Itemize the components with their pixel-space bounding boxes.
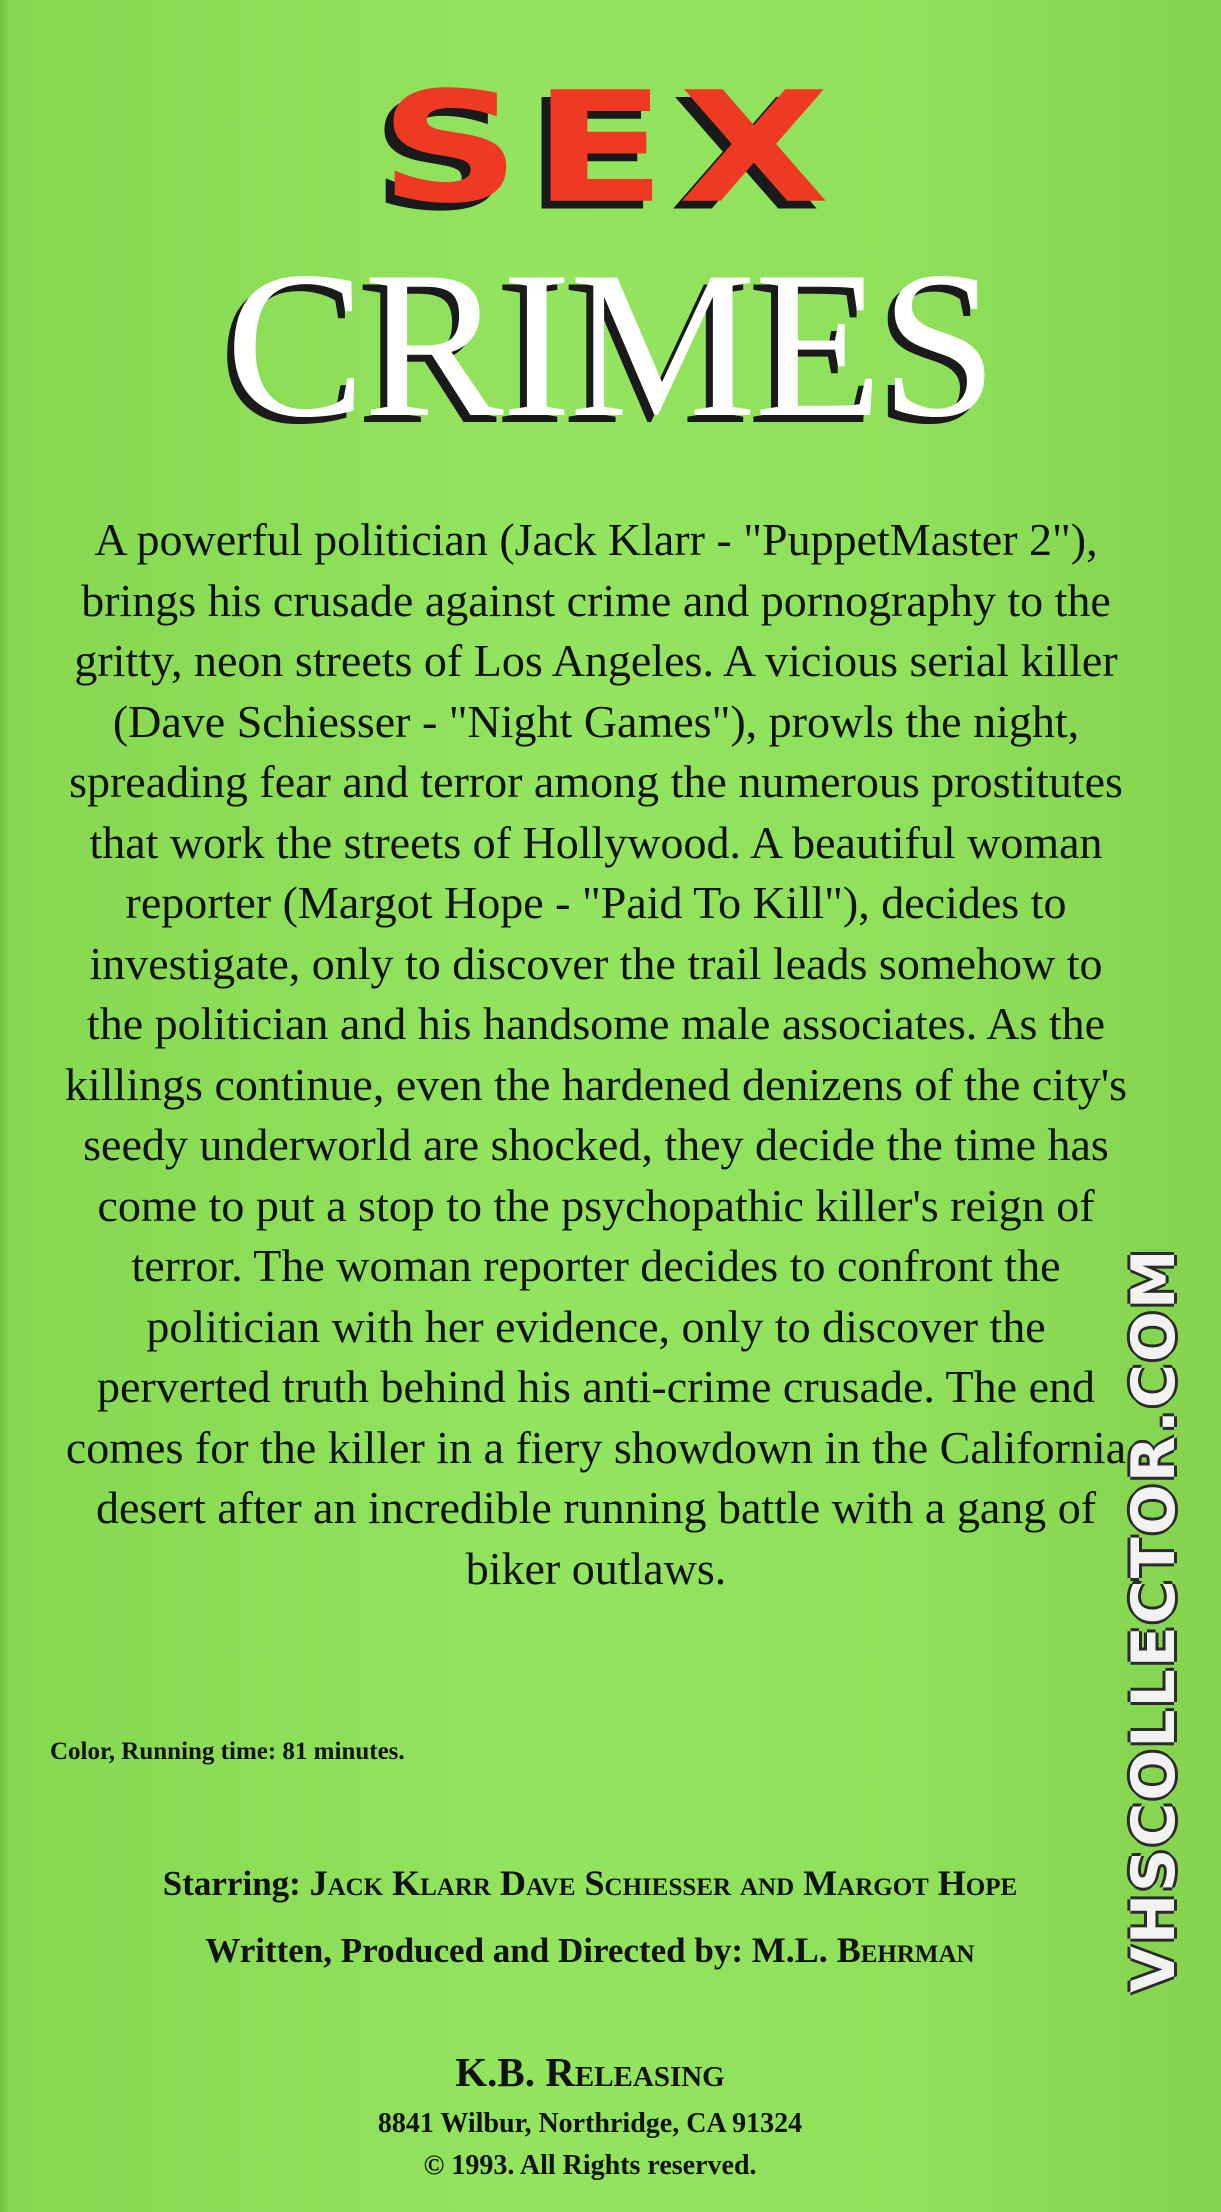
distributor-address: 8841 Wilbur, Northridge, CA 91324 xyxy=(377,2108,803,2139)
starring-label: Starring: xyxy=(162,1864,301,1903)
director-name: M.L. Behrman xyxy=(751,1930,975,1970)
site-watermark: VHSCOLLECTOR.COM xyxy=(1119,1247,1189,1993)
runtime-line: Color, Running time: 81 minutes. xyxy=(50,1738,405,1765)
starring-credit xyxy=(0,1862,1180,1904)
director-credit xyxy=(0,1929,1180,1971)
distributor-name: K.B. Releasing xyxy=(455,2049,725,2095)
starring-names: Jack Klarr Dave Schiesser and Margot Hope xyxy=(309,1863,1018,1903)
director-label: Written, Produced and Directed by: xyxy=(205,1931,743,1970)
title-sex: SEX xyxy=(379,59,842,238)
copyright-notice: © 1993. All Rights reserved. xyxy=(423,2150,757,2181)
title-crimes: CRIMES xyxy=(225,229,996,461)
synopsis-text: A powerful politician (Jack Klarr - "PuppetMaster 2"), brings his crusade against crime and pornography to the gritty, neon streets of Los Angeles. A vicious serial killer (Dave Schiesser - "Night Games"), prowls the night, spreading fear and terror among the numerous prostitutes that work the streets of Hollywood. A beautiful woman reporter (Margot Hope - "Paid To Kill"), decides to investigate, only to discover the trail leads somehow to the politician and his handsome male associates. As the killings continue, even the hardened denizens of the city's seedy underworld are shocked, they decide the time has come to put a stop to the psychopathic killer's reign of terror. The woman reporter decides to confront the politician with her evidence, only to discover the perverted truth behind his anti-crime crusade. The end comes for the killer in a fiery showdown in the California desert after an incredible running battle with a gang of biker outlaws. xyxy=(64,514,1128,1594)
